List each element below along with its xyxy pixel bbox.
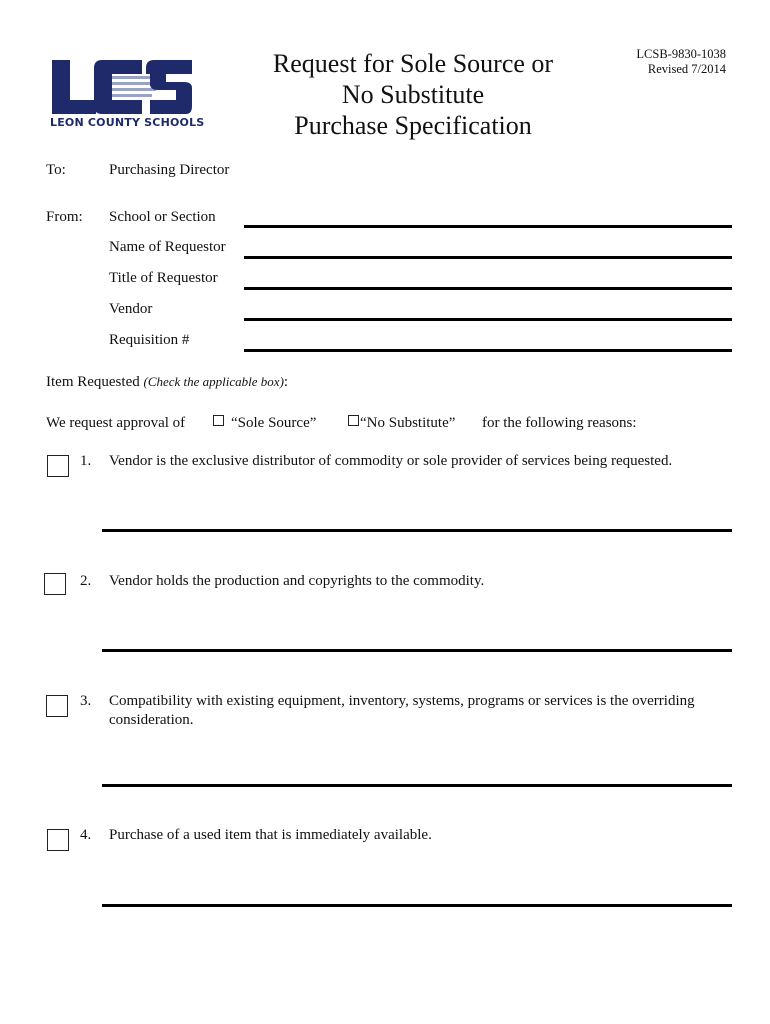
name-of-requestor-label: Name of Requestor — [109, 239, 226, 255]
to-label: To: — [46, 162, 66, 178]
reason-3-checkbox[interactable] — [46, 695, 68, 717]
reason-2-text: Vendor holds the production and copyrights to the commodity. — [109, 573, 485, 589]
title-line-1: Request for Sole Source or — [272, 49, 554, 78]
no-substitute-checkbox[interactable] — [348, 415, 359, 426]
vendor-field[interactable] — [244, 318, 732, 321]
title-of-requestor-label: Title of Requestor — [109, 270, 218, 286]
form-number: LCSB-9830-1038 — [636, 47, 726, 61]
reason-2-explanation-line[interactable] — [102, 649, 732, 652]
logo-mark-icon — [50, 56, 194, 118]
requisition-field[interactable] — [244, 349, 732, 352]
reason-1-text: Vendor is the exclusive distributor of commodity or sole provider of services being requested. — [109, 453, 673, 469]
revision-date: Revised 7/2014 — [647, 62, 726, 76]
title-of-requestor-field[interactable] — [244, 287, 732, 290]
name-of-requestor-field[interactable] — [244, 256, 732, 259]
reason-3-text: Compatibility with existing equipment, inventory, systems, programs or services is the overriding — [109, 693, 695, 709]
to-value: Purchasing Director — [109, 162, 230, 178]
no-substitute-label: “No Substitute” — [360, 415, 456, 431]
reason-2-number: 2. — [80, 573, 92, 589]
reason-3-number: 3. — [80, 693, 92, 709]
item-requested-label: Item Requested — [46, 374, 140, 390]
reason-1-number: 1. — [80, 453, 92, 469]
approval-prefix: We request approval of — [46, 415, 186, 431]
reason-3-text-continued: consideration. — [109, 712, 194, 728]
reason-1-explanation-line[interactable] — [102, 529, 732, 532]
reason-4-explanation-line[interactable] — [102, 904, 732, 907]
title-line-3: Purchase Specification — [294, 111, 532, 140]
reason-3-explanation-line[interactable] — [102, 784, 732, 787]
title-line-2: No Substitute — [341, 80, 485, 109]
requisition-label: Requisition # — [109, 332, 190, 348]
school-or-section-field[interactable] — [244, 225, 732, 228]
item-requested-heading — [46, 373, 288, 391]
approval-suffix: for the following reasons: — [482, 415, 637, 431]
vendor-label: Vendor — [109, 301, 153, 317]
reason-4-number: 4. — [80, 827, 92, 843]
item-requested-colon: : — [283, 374, 289, 390]
school-or-section-label: School or Section — [109, 209, 216, 225]
reason-2-checkbox[interactable] — [44, 573, 66, 595]
form-number-block — [600, 47, 726, 77]
sole-source-checkbox[interactable] — [213, 415, 224, 426]
sole-source-label: “Sole Source” — [231, 415, 317, 431]
reason-4-checkbox[interactable] — [47, 829, 69, 851]
reason-1-checkbox[interactable] — [47, 455, 69, 477]
logo-caption: LEON COUNTY SCHOOLS — [50, 116, 205, 129]
reason-4-text: Purchase of a used item that is immediately available. — [109, 827, 432, 843]
item-requested-hint: (Check the applicable box) — [143, 374, 284, 389]
document-title — [250, 48, 576, 141]
from-label: From: — [46, 209, 83, 225]
